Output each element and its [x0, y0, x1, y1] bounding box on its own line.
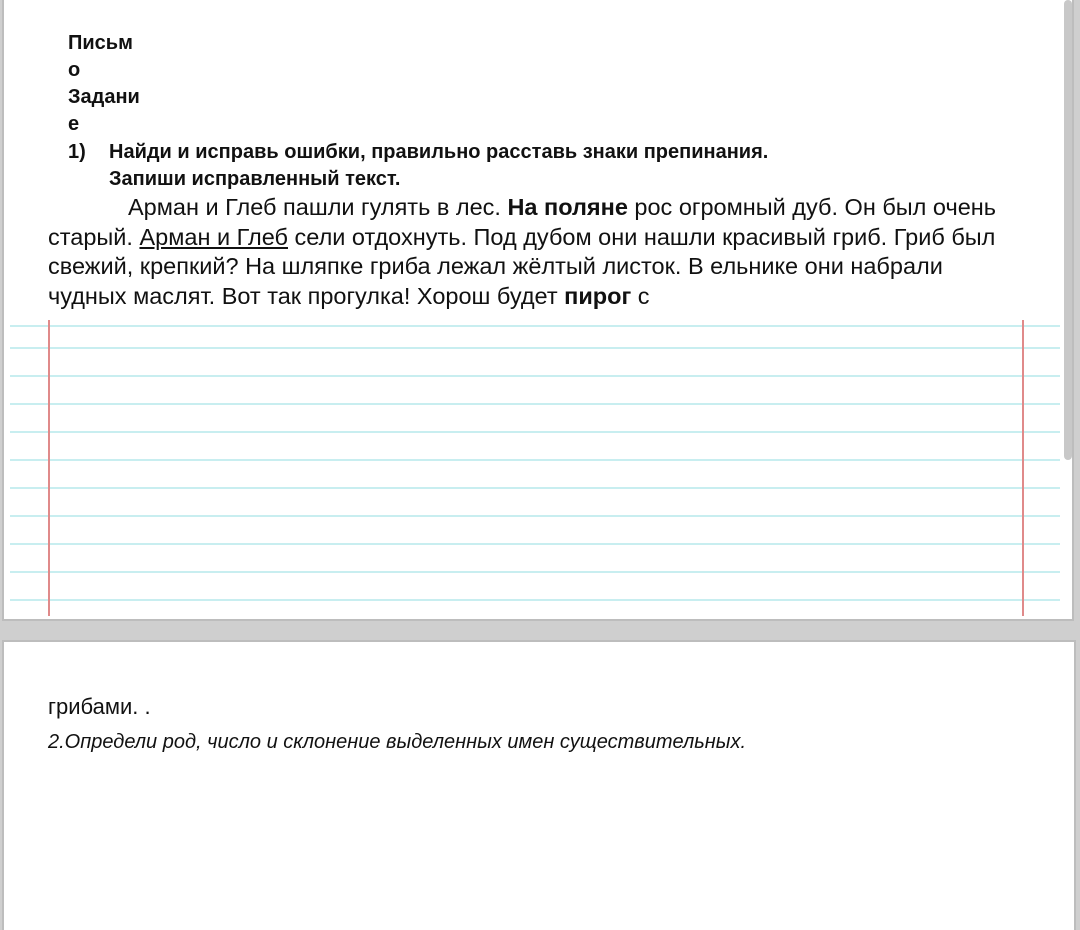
lined-writing-area[interactable] [10, 320, 1060, 616]
task-title-part2: е [68, 113, 80, 135]
passage-sentence-4: с [631, 282, 650, 309]
task1-instruction-line1: Найди и исправь ошибки, правильно расставь знаки препинания. [109, 141, 769, 163]
passage-sentence-1: Арман и Глеб пашли гулять в лес. [128, 194, 508, 220]
passage-sentence-2: рос огромный дуб. Он был очень старый. [48, 194, 997, 250]
task1-number: 1) [68, 141, 86, 163]
worksheet-page-1 [2, 0, 1074, 621]
task-title-part1: Задани [68, 86, 140, 108]
passage-sentence-3: сели отдохнуть. Под дубом они нашли красивый гриб. Гриб был свежий, крепкий? На шляпке гриба лежал жёлтый листок. В ельнике они набрали чудных маслят. Вот так прогулка! Хорош будет [48, 223, 996, 309]
subject-title-part2: о [68, 59, 81, 81]
passage-continuation: грибами. . [48, 694, 151, 719]
highlighted-noun-2: пирог [564, 282, 632, 309]
underlined-subject: Арман и Глеб [139, 223, 288, 250]
header-block [68, 30, 188, 138]
ruled-lines [10, 326, 1060, 600]
subject-title-part1: Письм [68, 32, 133, 54]
task1-instruction [109, 139, 969, 193]
task2-instruction: 2.Определи род, число и склонение выделенных имен существительных. [48, 731, 747, 753]
passage-text [48, 193, 1008, 311]
worksheet-page-2 [2, 640, 1076, 930]
highlighted-noun-1: На поляне [507, 194, 628, 220]
task1-instruction-line2: Запиши исправленный текст. [109, 168, 401, 190]
scrollbar[interactable] [1064, 0, 1072, 460]
